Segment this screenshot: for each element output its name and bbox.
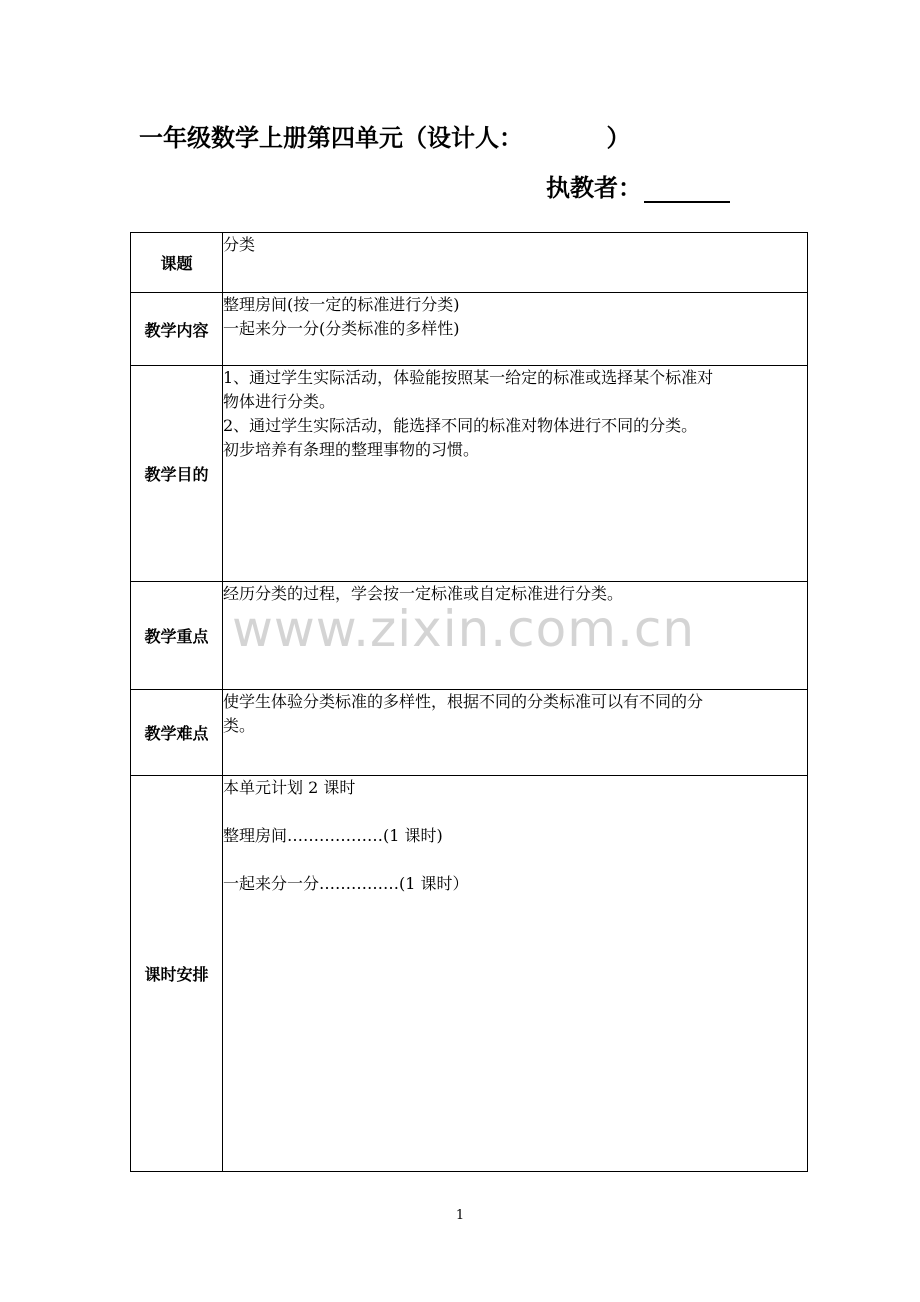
content-line: 一起来分一分(分类标准的多样性) [223, 319, 460, 338]
row-goals [131, 366, 808, 582]
difficulty-line: 使学生体验分类标准的多样性，根据不同的分类标准可以有不同的分 [223, 692, 704, 711]
content-difficulties [223, 690, 808, 776]
topic-text: 分类 [223, 235, 256, 254]
label-topic: 课题 [131, 233, 223, 293]
row-key-points [131, 582, 808, 690]
row-difficulties [131, 690, 808, 776]
teacher-line [546, 168, 730, 203]
document-title: 一年级数学上册第四单元（设计人： ） [139, 124, 631, 152]
content-schedule [223, 776, 808, 1172]
goal-line: 1、通过学生实际活动，体验能按照某一给定的标准或选择某个标准对 [223, 368, 714, 387]
label-key-points: 教学重点 [131, 582, 223, 690]
goal-line: 2、通过学生实际活动，能选择不同的标准对物体进行不同的分类。 [223, 416, 698, 435]
schedule-line: 整理房间………………(1 课时) [223, 826, 443, 845]
label-schedule: 课时安排 [131, 776, 223, 1172]
label-goals: 教学目的 [131, 366, 223, 582]
difficulty-line: 类。 [223, 716, 256, 735]
row-topic [131, 233, 808, 293]
content-goals [223, 366, 808, 582]
content-key-points [223, 582, 808, 690]
key-point-line: 经历分类的过程，学会按一定标准或自定标准进行分类。 [223, 584, 624, 603]
label-difficulties: 教学难点 [131, 690, 223, 776]
schedule-line: 本单元计划 2 课时 [223, 778, 356, 797]
content-content [223, 293, 808, 366]
watermark-text: www.zixin.com.cn [232, 600, 696, 658]
schedule-line: 一起来分一分……………(1 课时） [223, 874, 469, 893]
content-line: 整理房间(按一定的标准进行分类) [223, 295, 460, 314]
row-content [131, 293, 808, 366]
lesson-plan-table [130, 232, 808, 1172]
page-number: 1 [455, 1208, 465, 1223]
label-content: 教学内容 [131, 293, 223, 366]
teacher-blank [644, 173, 730, 203]
goal-line: 初步培养有条理的整理事物的习惯。 [223, 440, 480, 459]
content-topic [223, 233, 808, 293]
row-schedule [131, 776, 808, 1172]
goal-line: 物体进行分类。 [223, 392, 336, 411]
teacher-label: 执教者： [546, 174, 642, 202]
